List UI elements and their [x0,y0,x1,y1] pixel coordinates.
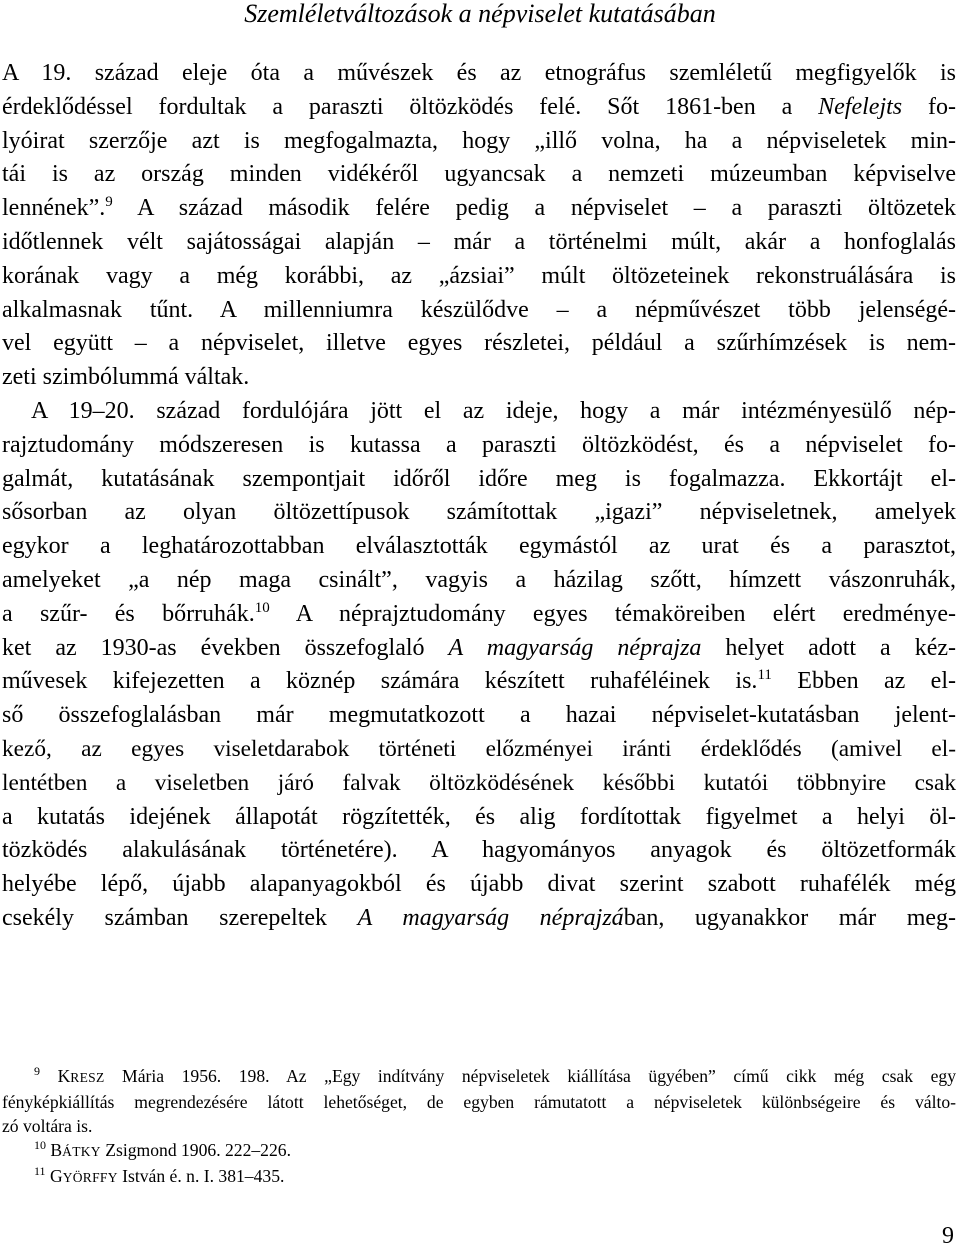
text-line: a kutatás idejének állapotát rögzítették, és alig fordítottak figyelmet a helyi öl- [2,803,956,830]
running-header: Szemléletváltozások a népviselet kutatásában [244,0,716,28]
footnote-number: 9 [34,1064,40,1078]
text-line: lentétben a viseletben járó falvak öltözködésének későbbi kutatói többnyire csak [2,769,956,796]
footnote-ref-10[interactable]: 10 [254,599,270,616]
book-title: A magyarság néprajza [448,634,702,661]
page-number: 9 [942,1223,954,1249]
text-line: a szűr- és bőrruhák.$^{10}$ A néprajztudomány egyes témaköreiben elért eredménye- [2,599,957,627]
text-line: lennének”.$^9$ A század második felére pedig a népviselet – a paraszti öltözetek [2,194,956,222]
author-name: GYÖRFFY [49,1166,118,1186]
paragraph-start: A 19–20. század fordulójára jött el az ideje, hogy a már intézményesülő nép- [31,397,956,424]
footnote-number: 11 [34,1164,46,1178]
text-line: helyébe lépő, újabb alapanyagokból és újabb divat szerint szabott ruhafélék még [2,871,956,898]
text-line: korának vagy a még korábbi, az „ázsiai” múlt öltözeteinek rekonstruálására is [2,262,956,289]
text-line: lyóirat szerzője azt is megfogalmazta, hogy „illő volna, ha a népviseletek min- [2,127,956,154]
text-line: galmát, kutatásának szempontjait időről időre meg is fogalmazza. Ekkortájt el- [2,465,956,492]
body-text [2,57,956,936]
text-line: vel együtt – a népviselet, illetve egyes részletei, például a szűrhímzések is nem- [2,330,956,357]
text-line: tözködés alakulásának történetére). A hagyományos anyagok és öltözetformák [2,837,956,864]
text-line: művesek kifejezetten a köznép számára készített ruhaféléinek is.$^{11}$ Ebben az el- [2,667,956,695]
journal-title: Nefelejts [818,93,903,120]
text-line: kező, az egyes viseletdarabok történeti előzményei iránti érdeklődés (amivel el- [2,735,956,762]
text-line: amelyeket „a nép maga csinált”, vagyis a házilag szőtt, hímzett vászonruhák, [2,566,956,593]
author-name: BÁTKY [50,1140,101,1160]
text-line: csekély számban szerepeltek A magyarság néprajzában, ugyanakkor már meg- [2,904,957,931]
footnote-ref-9[interactable]: 9 [105,194,113,211]
footnote-9-cont: fényképkiállítás megrendezésére látott lehetőséget, de egyben rámutatott a népviseletek különbségeire és válto- [2,1092,956,1112]
footnote-10: $^{10}$ BÁTKY Zsigmond 1906. 222–226. [34,1138,291,1160]
text-line: egykor a leghatározottabban elválasztották egymástól az urat és a parasztot, [2,533,956,560]
book-title: A magyarság néprajzá [357,904,624,931]
text-line: tái is az ország minden vidékéről ugyancsak a nemzeti múzeumban képviselve [2,161,956,188]
text-line: időtlennek vélt sajátosságai alapján – már a történelmi múlt, akár a honfoglalás [2,228,956,255]
footnote-11: $^{11}$ GYÖRFFY István é. n. I. 381–435. [34,1164,285,1186]
text-line: alkalmasnak tűnt. A millenniumra készülődve – a népművészet több jelenségé- [2,296,956,323]
text-line: ket az 1930-as években összefoglaló A magyarság néprajza helyet adott a kéz- [2,634,956,661]
footnote-9-cont: zó voltára is. [2,1116,93,1136]
text-line: zeti szimbólummá váltak. [2,364,250,391]
text-line: sősorban az olyan öltözettípusok számítottak „igazi” népviseletnek, amelyek [2,499,956,526]
text-line: ső összefoglalásban már megmutatkozott a hazai népviselet-kutatásban jelent- [2,702,956,729]
footnote-9: $^9$ KRESZ Mária 1956. 198. Az „Egy indítvány népviseletek kiállítása ügyében” című cikk még csak egy [34,1064,956,1086]
text-line: érdeklődéssel fordultak a paraszti öltözködés felé. Sőt 1861-ben a Nefelejts fo- [2,93,956,120]
author-name: KRESZ [57,1066,105,1086]
footnote-ref-11[interactable]: 11 [757,667,772,684]
text-line: A 19. század eleje óta a művészek és az etnográfus szemléletű megfigyelők is [2,60,956,86]
text-line: rajztudomány módszeresen is kutassa a paraszti öltözködést, és a népviselet fo- [2,431,956,458]
footnotes [2,1064,956,1190]
footnote-number: 10 [34,1138,46,1152]
